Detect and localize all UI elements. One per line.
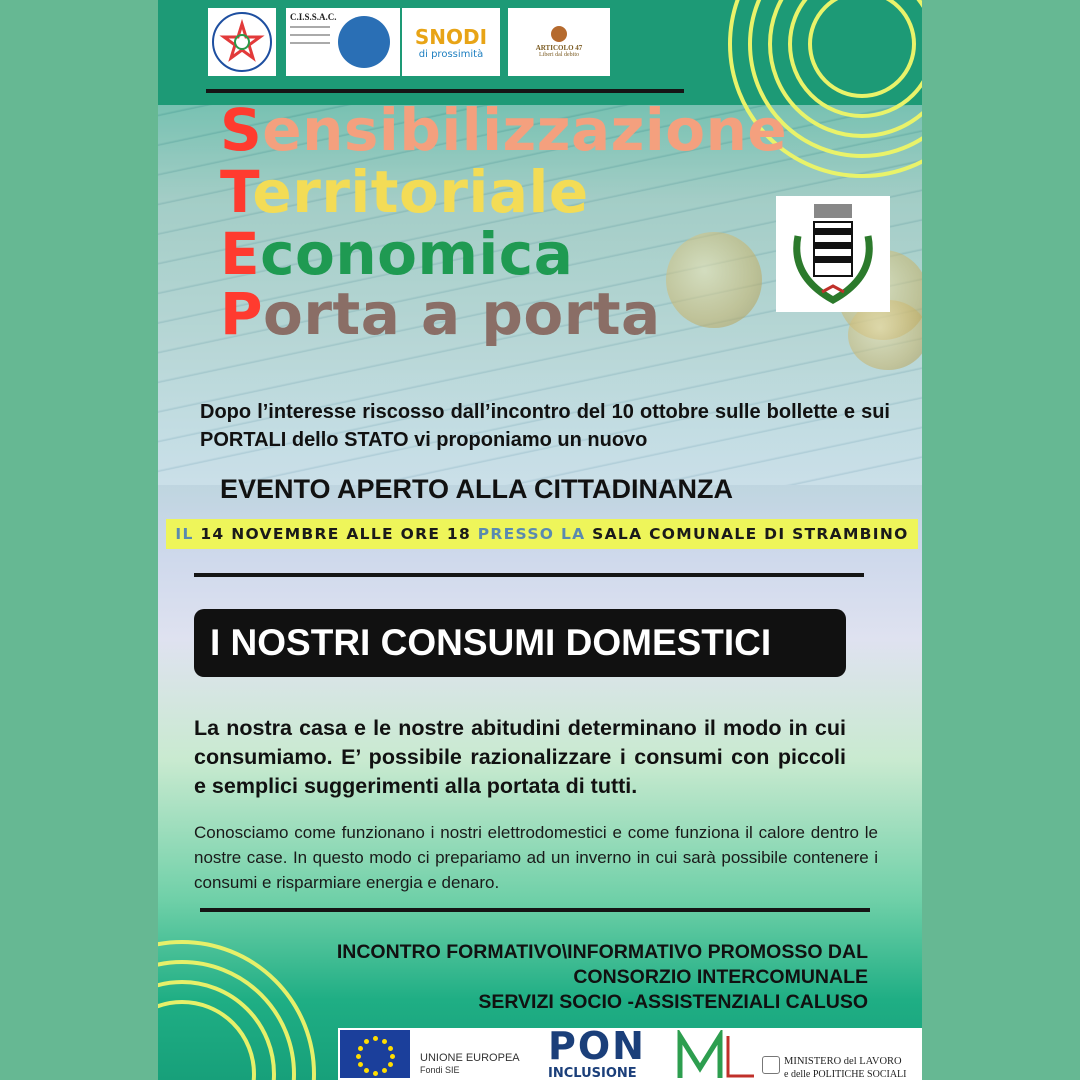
cissac-emblem [338, 16, 390, 68]
promoter-line: CONSORZIO INTERCOMUNALE [573, 966, 868, 988]
body-bold-text: La nostra casa e le nostre abitudini determinano il modo in cui consumiamo. E’ possibile razionalizzare i consumi con piccoli e semplici suggerimenti alla portata di tutti. [194, 716, 846, 798]
ministero-m-icon [674, 1030, 756, 1080]
articolo-label: ARTICOLO 47 [535, 44, 583, 52]
eu-flag-icon [340, 1030, 410, 1078]
snodi-label: SNODI [414, 24, 488, 49]
section-title: I NOSTRI CONSUMI DOMESTICI [194, 609, 846, 677]
promoter-line: INCONTRO FORMATIVO\INFORMATIVO PROMOSSO DAL [336, 941, 868, 963]
funders-strip [338, 1024, 922, 1080]
coat-of-arms-icon [776, 196, 890, 312]
coin-image [666, 232, 762, 328]
title-initial: E [220, 220, 261, 288]
promoter-line: SERVIZI SOCIO -ASSISTENZIALI CALUSO [478, 991, 868, 1013]
title-initial: P [220, 280, 264, 348]
pon-sub: INCLUSIONE [548, 1066, 637, 1080]
divider [206, 89, 684, 93]
eu-label: UNIONE EUROPEA [420, 1052, 520, 1064]
articolo-sub: Liberi dal debito [539, 52, 579, 58]
cissac-label: C.I.S.S.A.C. [290, 12, 337, 22]
date-band-venue: SALA COMUNALE DI STRAMBINO [592, 525, 909, 543]
pot-icon [551, 26, 567, 42]
snodi-sub: di prossimità [418, 48, 484, 60]
promoter-text [198, 940, 868, 1015]
logo-cissac [286, 8, 400, 76]
title-rest: ensibilizzazione [262, 96, 788, 164]
italian-emblem-icon [762, 1056, 780, 1074]
pon-logo: PON [548, 1024, 646, 1068]
logo-articolo47 [508, 8, 610, 76]
logo-servizio-civile [208, 8, 276, 76]
poster [158, 0, 922, 1080]
ministero-label: MINISTERO del LAVORO [784, 1056, 902, 1067]
title-rest: orta a porta [263, 280, 661, 348]
divider [200, 908, 870, 912]
date-band-part: PRESSO LA [471, 525, 593, 543]
title-initial: S [220, 96, 263, 164]
title-line-3 [220, 220, 574, 288]
intro-text: Dopo l’interesse riscosso dall’incontro del 10 ottobre sulle bollette e sui PORTALI dello STATO vi proponiamo un nuovo [200, 401, 890, 451]
title-line-4 [220, 280, 661, 348]
servizio-civile-emblem [210, 10, 274, 74]
event-title: EVENTO APERTO ALLA CITTADINANZA [220, 474, 733, 504]
title-rest: conomica [260, 220, 574, 288]
title-line-2 [220, 158, 589, 226]
logo-snodi [402, 8, 500, 76]
title-initial: T [220, 158, 253, 226]
title-rest: erritoriale [252, 158, 589, 226]
body-regular-text: Conosciamo come funzionano i nostri elettrodomestici e come funziona il calore dentro le nostre case. In questo modo ci prepariamo ad un inverno in cui sarà possibile contenere i consumi e risparmiare energia e denaro. [194, 823, 878, 892]
date-band-part: IL [175, 525, 201, 543]
divider [194, 573, 864, 577]
ministero-sub: e delle POLITICHE SOCIALI [784, 1069, 907, 1080]
coat-of-arms [776, 196, 890, 312]
title-line-1 [220, 96, 788, 164]
date-band-date: 14 NOVEMBRE ALLE ORE 18 [200, 525, 472, 543]
date-band [166, 519, 918, 549]
eu-sub: Fondi SIE [420, 1065, 460, 1075]
